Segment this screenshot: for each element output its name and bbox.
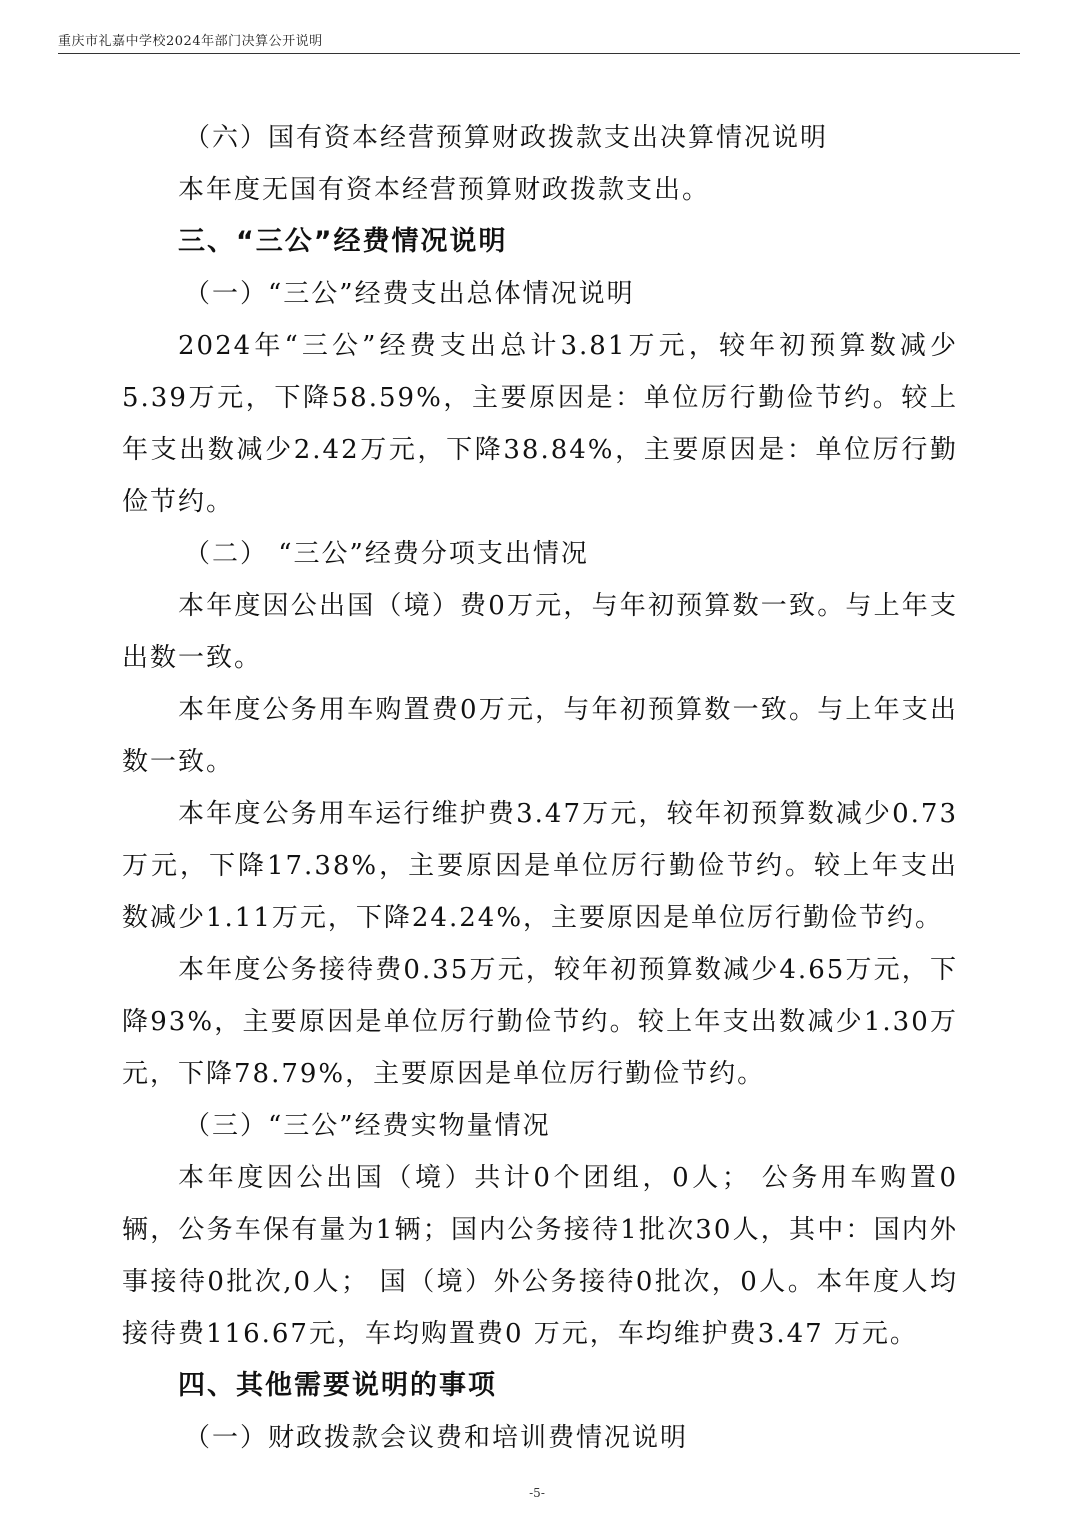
paragraph-overall-expenses: 2024年“三公”经费支出总计3.81万元，较年初预算数减少5.39万元，下降58.59%，主要原因是：单位厉行勤俭节约。较上年支出数减少2.42万元，下降38.84%，主要原因是：单位厉行勤俭节约。 xyxy=(122,331,958,517)
section-heading-three-public-expenses: 三、“三公”经费情况说明 xyxy=(178,226,508,257)
header-divider xyxy=(58,53,1020,54)
paragraph-vehicle-maintenance: 本年度公务用车运行维护费3.47万元，较年初预算数减少0.73万元，下降17.38%，主要原因是单位厉行勤俭节约。较上年支出数减少1.11万元，下降24.24%，主要原因是单位厉行勤俭节约。 xyxy=(122,799,958,933)
page-number: -5- xyxy=(529,1486,545,1500)
paragraph-overseas-travel: 本年度因公出国（境）费0万元，与年初预算数一致。与上年支出数一致。 xyxy=(122,591,958,673)
heading-itemized-expenses: （二） “三公”经费分项支出情况 xyxy=(184,539,589,569)
paragraph-physical-quantities: 本年度因公出国（境）共计0个团组，0人； 公务用车购置0辆，公务车保有量为1辆；国内公务接待1批次30人，其中：国内外事接待0批次,0人； 国（境）外公务接待0批次，0人。本年度人均接待费116.67元，车均购置费0 万元，车均维护费3.47 万元。 xyxy=(122,1163,958,1349)
paragraph-state-capital-budget: 本年度无国有资本经营预算财政拨款支出。 xyxy=(178,175,711,205)
heading-overall-expenses: （一）“三公”经费支出总体情况说明 xyxy=(184,279,635,309)
page-header-title: 重庆市礼嘉中学校2024年部门决算公开说明 xyxy=(58,34,323,49)
heading-physical-quantities: （三）“三公”经费实物量情况 xyxy=(184,1111,551,1141)
heading-meeting-training-fees: （一）财政拨款会议费和培训费情况说明 xyxy=(184,1423,689,1453)
document-body xyxy=(122,112,958,1464)
section-heading-other-matters: 四、其他需要说明的事项 xyxy=(178,1370,497,1401)
paragraph-official-reception: 本年度公务接待费0.35万元，较年初预算数减少4.65万元，下降93%，主要原因是单位厉行勤俭节约。较上年支出数减少1.30万元，下降78.79%，主要原因是单位厉行勤俭节约。 xyxy=(122,955,958,1089)
paragraph-vehicle-purchase: 本年度公务用车购置费0万元，与年初预算数一致。与上年支出数一致。 xyxy=(122,695,958,777)
heading-state-capital-budget: （六）国有资本经营预算财政拨款支出决算情况说明 xyxy=(184,123,829,153)
